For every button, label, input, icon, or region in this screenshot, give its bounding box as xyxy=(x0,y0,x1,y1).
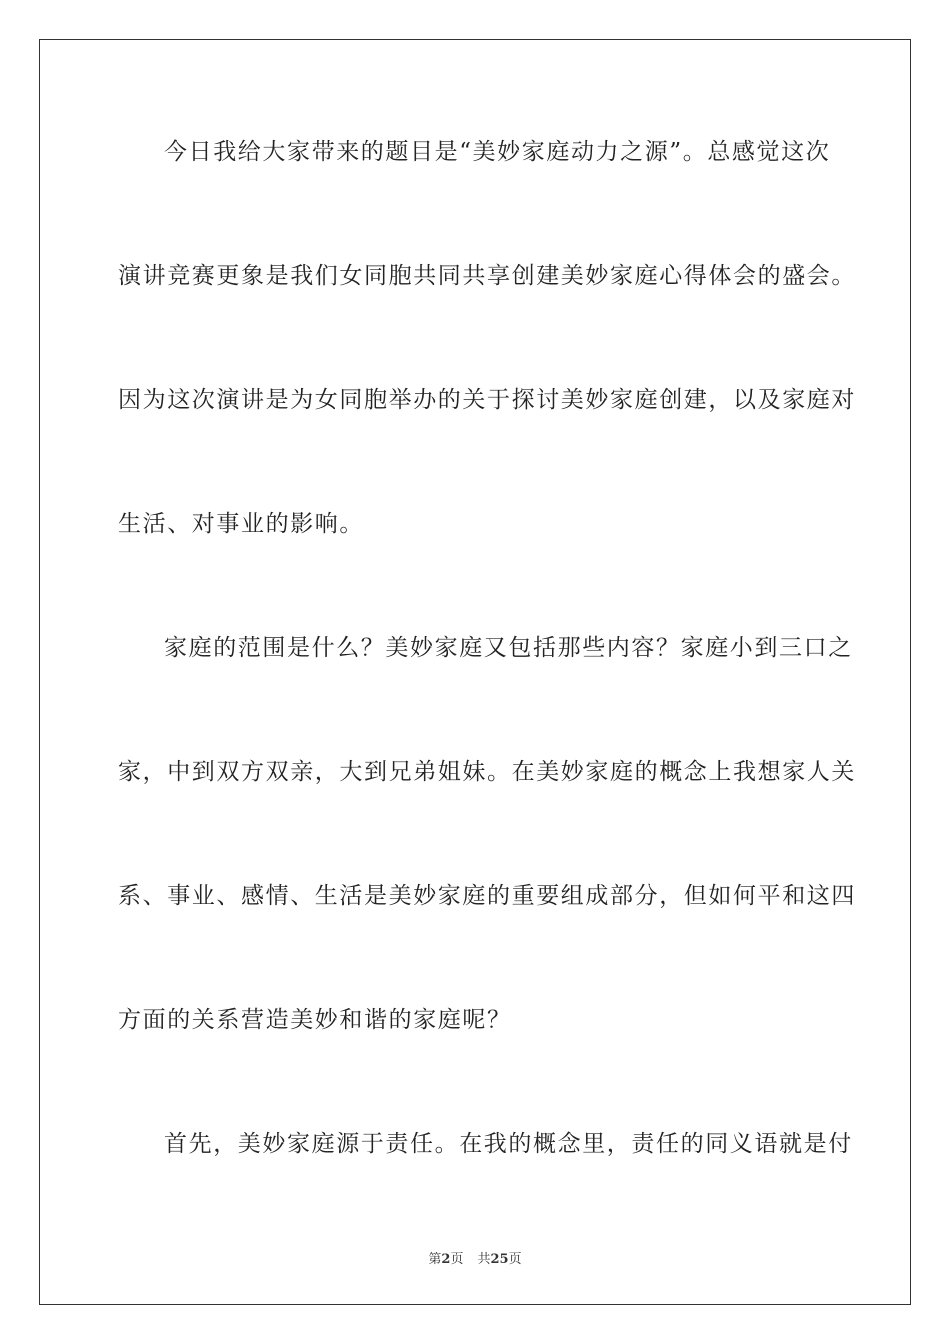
paragraph-3-line-1: 首先，美妙家庭源于责任。在我的概念里，责任的同义语就是付 xyxy=(164,1131,853,1157)
page-number: 2 xyxy=(441,1252,451,1267)
paragraph-2-line-3: 系、事业、感情、生活是美妙家庭的重要组成部分，但如何平和这四 xyxy=(118,883,856,909)
paragraph-1-line-1: 今日我给大家带来的题目是“美妙家庭动力之源”。总感觉这次 xyxy=(164,139,831,165)
page-footer xyxy=(0,1248,950,1267)
page-prefix: 第 xyxy=(428,1252,442,1267)
paragraph-1-line-4: 生活、对事业的影响。 xyxy=(118,511,364,537)
paragraph-1-line-3: 因为这次演讲是为女同胞举办的关于探讨美妙家庭创建，以及家庭对 xyxy=(118,387,856,413)
paragraph-1-line-2: 演讲竞赛更象是我们女同胞共同共享创建美妙家庭心得体会的盛会。 xyxy=(118,263,856,289)
page-suffix: 页 xyxy=(450,1252,464,1267)
paragraph-2-line-1: 家庭的范围是什么？美妙家庭又包括那些内容？家庭小到三口之 xyxy=(164,635,853,661)
page-border xyxy=(39,39,911,1305)
paragraph-2-line-4: 方面的关系营造美妙和谐的家庭呢？ xyxy=(118,1007,512,1033)
total-pages: 25 xyxy=(490,1252,509,1267)
total-prefix: 共 xyxy=(477,1252,491,1267)
total-suffix: 页 xyxy=(508,1252,522,1267)
paragraph-2-line-2: 家，中到双方双亲，大到兄弟姐妹。在美妙家庭的概念上我想家人关 xyxy=(118,759,856,785)
